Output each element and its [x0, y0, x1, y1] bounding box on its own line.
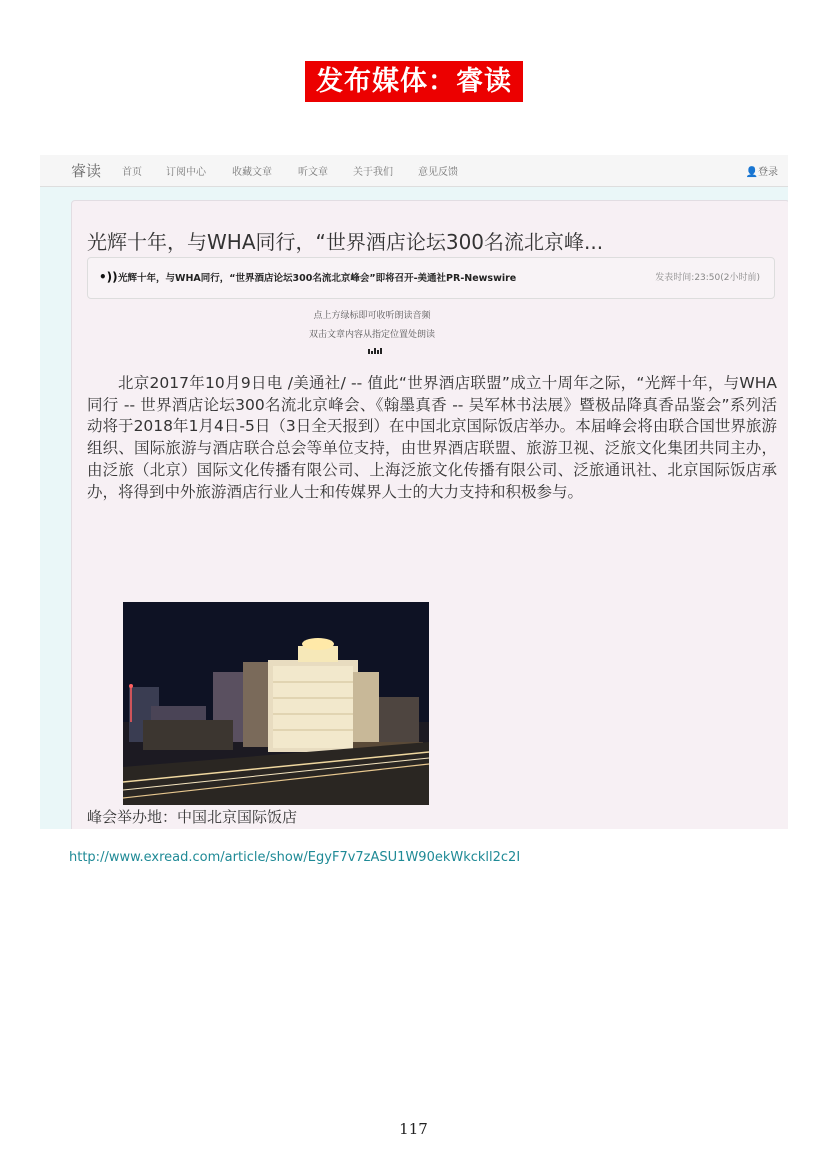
source-url-link[interactable]: http://www.exread.com/article/show/EgyF7v7zASU1W90ekWkckll2c2I: [69, 850, 521, 865]
webpage-screenshot: [40, 155, 788, 829]
hint-click-green: 点上方绿标即可收听朗读音频: [313, 311, 431, 321]
audio-player-box[interactable]: [87, 257, 775, 299]
nav-feedback[interactable]: 意见反馈: [418, 167, 458, 178]
article-card: [71, 200, 788, 829]
article-body: 北京2017年10月9日电 /美通社/ -- 值此“世界酒店联盟”成立十周年之际，“光辉十年，与WHA同行 -- 世界酒店论坛300名流北京峰会、《翰墨真香 -- 吴军林书法展》暨极品降真香品鉴会”系列活动将于2018年1月4日-5日（3日全天报到）在中国北京国际饭店举办。本届峰会将由联合国世界旅游组织、国际旅游与酒店联合总会等单位支持，由世界酒店联盟、旅游卫视、泛旅文化集团共同主办，由泛旅（北京）国际文化传播有限公司、上海泛旅文化传播有限公司、泛旅通讯社、北京国际饭店承办，将得到中外旅游酒店行业人士和传媒界人士的大力支持和积极参与。: [87, 374, 777, 501]
nav-subscription-center[interactable]: 订阅中心: [166, 167, 206, 178]
nav-listen-articles[interactable]: 听文章: [298, 167, 328, 178]
sound-wave-icon[interactable]: •)): [99, 270, 118, 284]
audio-title: 光辉十年，与WHA同行，“世界酒店论坛300名流北京峰会”即将召开-美通社PR-Newswire: [118, 273, 517, 284]
photo-caption: 峰会举办地：中国北京国际饭店: [87, 808, 298, 826]
nav-about-us[interactable]: 关于我们: [353, 167, 393, 178]
hotel-night-scene: [123, 602, 429, 805]
nav-favorite-articles[interactable]: 收藏文章: [232, 167, 272, 178]
person-icon: 👤: [745, 167, 758, 178]
article-title: 光辉十年，与WHA同行，“世界酒店论坛300名流北京峰...: [87, 230, 604, 254]
publish-time: 发表时间:23:50(2小时前): [655, 273, 760, 283]
brand-logo[interactable]: 睿读: [71, 162, 102, 180]
hint-double-click: 双击文章内容从指定位置处朗读: [308, 330, 435, 340]
login-link[interactable]: [746, 163, 778, 178]
login-label: 登录: [758, 167, 778, 178]
page-number: 117: [399, 1120, 428, 1138]
hotel-photo: [123, 602, 429, 805]
media-title: 发布媒体：睿读: [305, 61, 523, 102]
nav-home[interactable]: 首页: [122, 167, 142, 178]
audio-bars-icon[interactable]: [368, 348, 382, 354]
top-navbar: [40, 155, 788, 187]
